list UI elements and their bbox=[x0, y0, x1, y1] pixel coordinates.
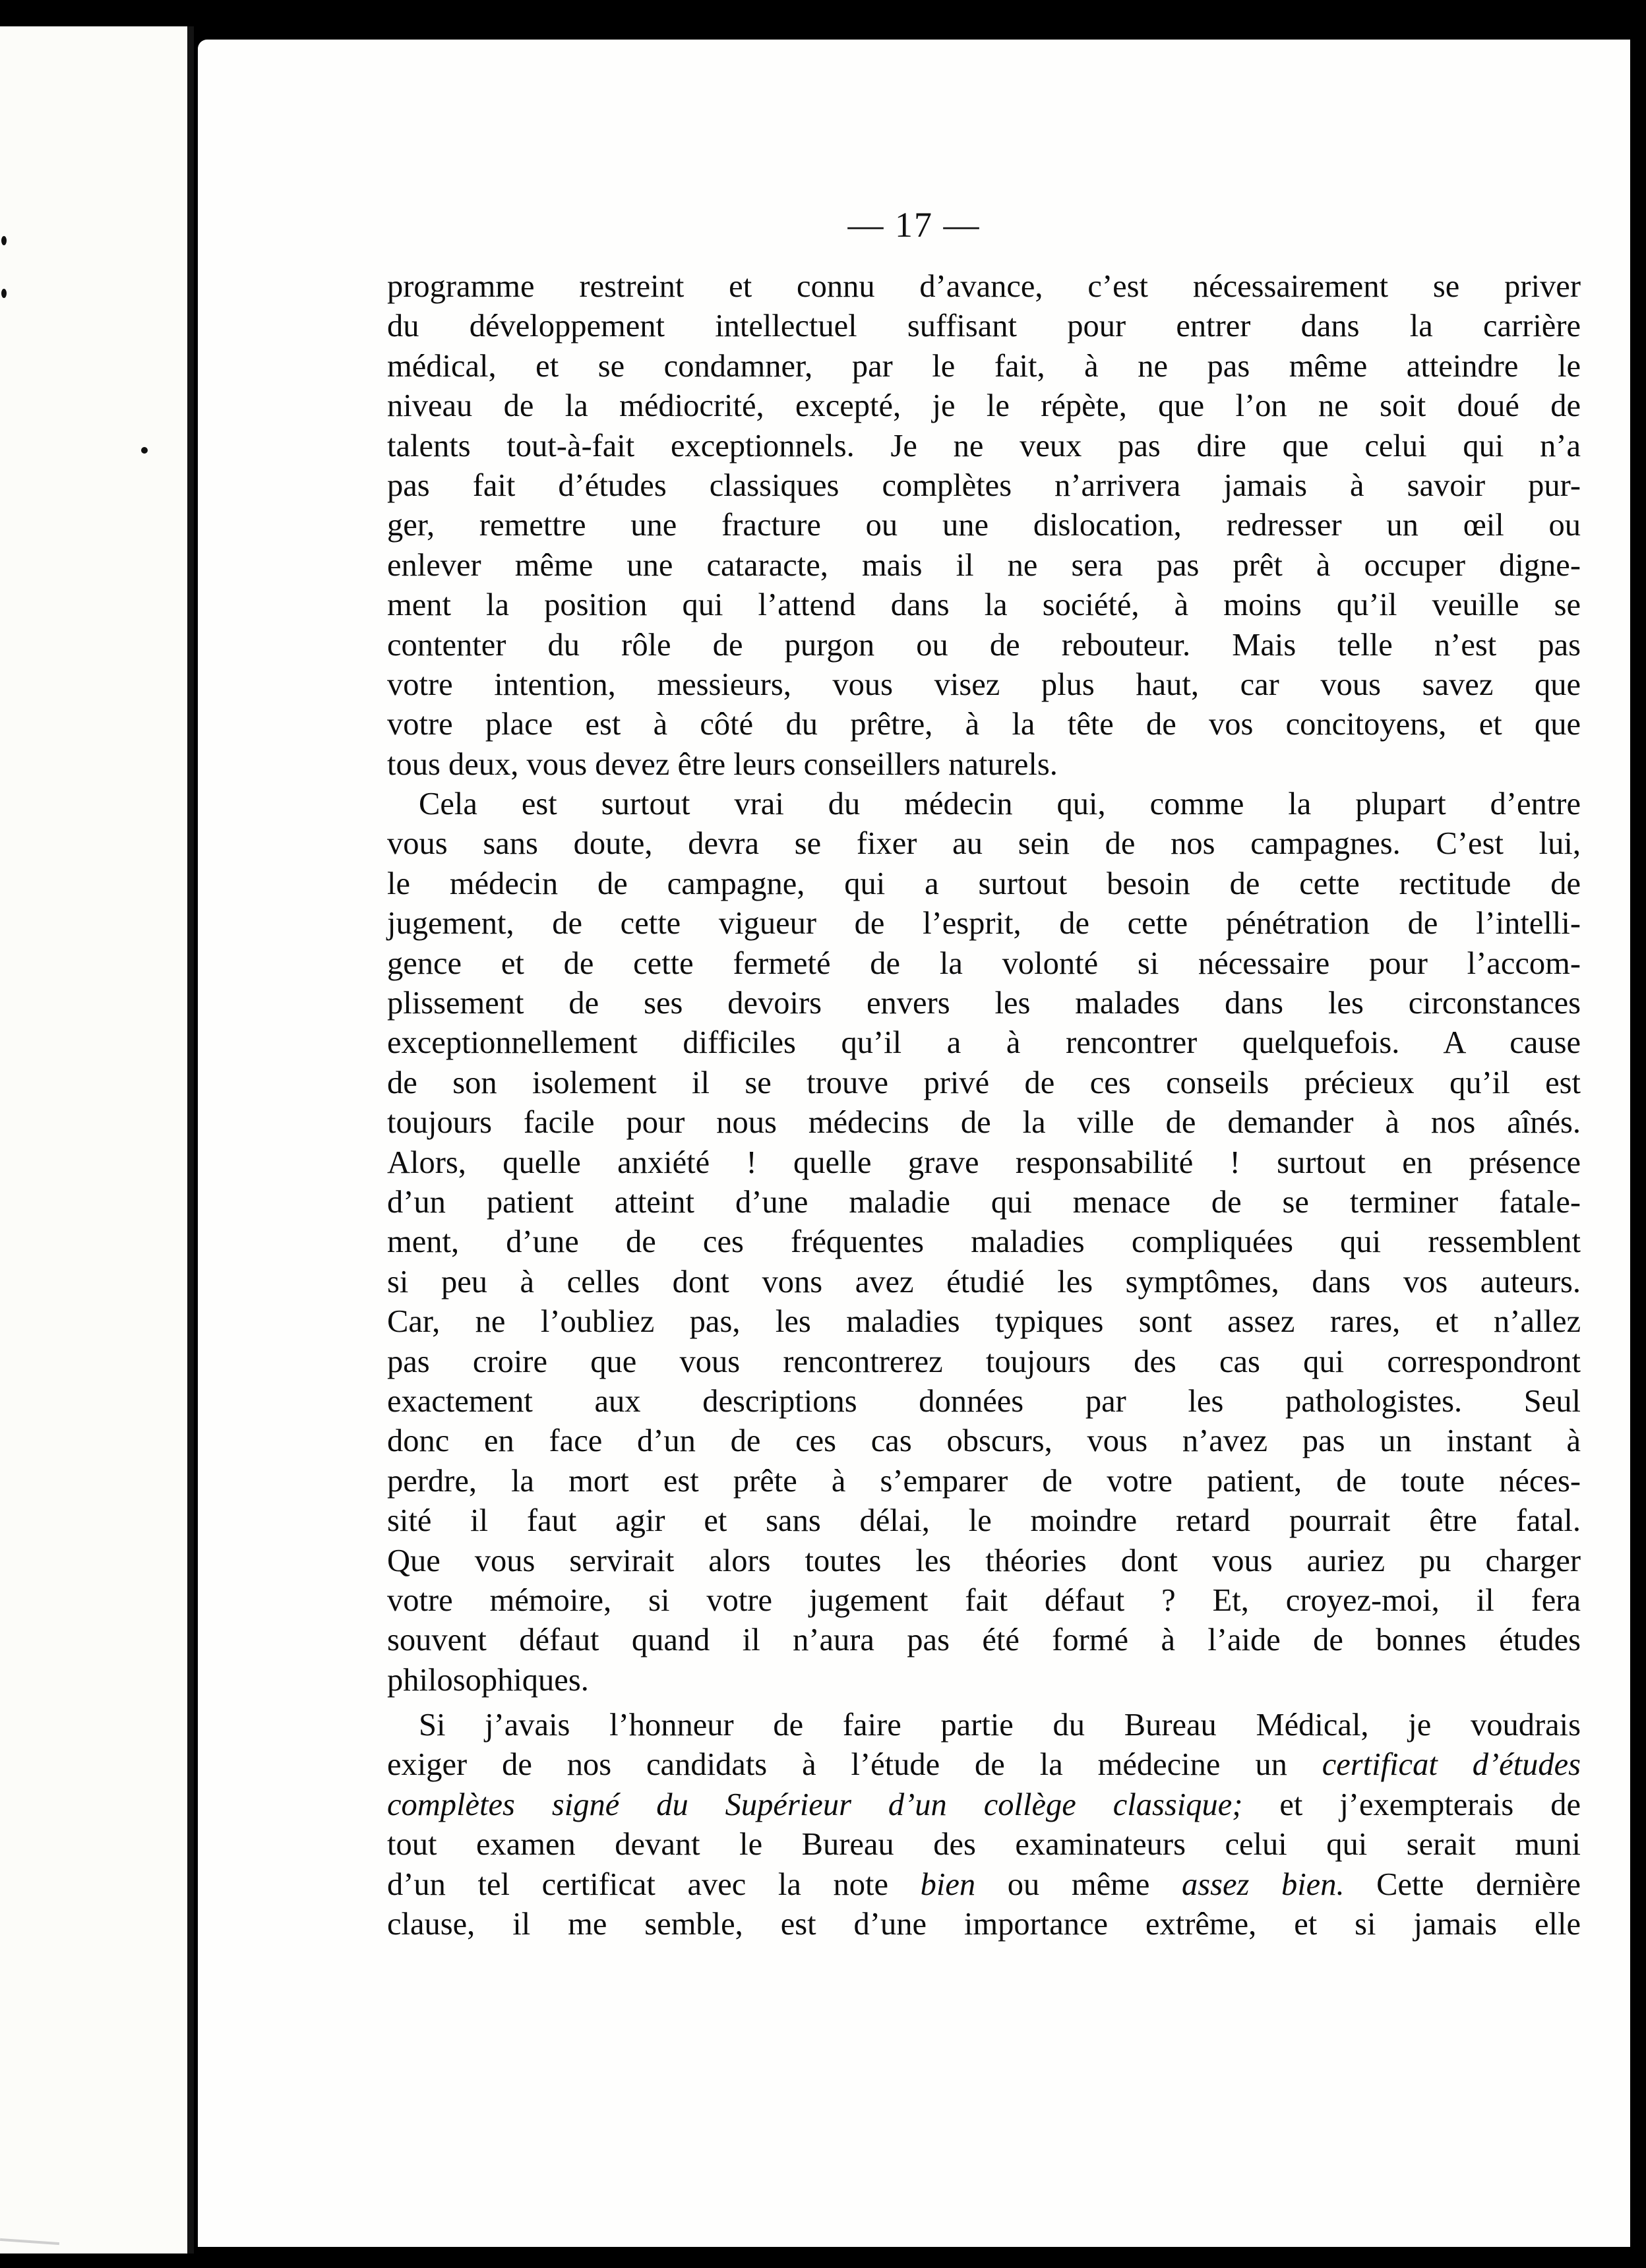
text-line: enlever même une cataracte, mais il ne sera pas prêt à occuper digne- bbox=[387, 547, 1581, 583]
text-run: ou même bbox=[975, 1866, 1182, 1902]
text-line: sité il faut agir et sans délai, le moindre retard pourrait être fatal. bbox=[387, 1503, 1581, 1539]
text-run: exiger de nos candidats à l’étude de la médecine un bbox=[387, 1747, 1322, 1783]
text-run: Cette dernière bbox=[1344, 1866, 1581, 1902]
text-line: plissement de ses devoirs envers les malades dans les circonstances bbox=[387, 986, 1581, 1021]
text-line: ment la position qui l’attend dans la société, à moins qu’il veuille se bbox=[387, 587, 1581, 623]
text-line: Que vous servirait alors toutes les théories dont vous auriez pu charger bbox=[387, 1543, 1581, 1578]
text-line: Car, ne l’oubliez pas, les maladies typiques sont assez rares, et n’allez bbox=[387, 1304, 1581, 1340]
italic-text: assez bien. bbox=[1181, 1866, 1345, 1902]
text-line: pas croire que vous rencontrerez toujours des cas qui correspondront bbox=[387, 1344, 1581, 1379]
text-line: le médecin de campagne, qui a surtout besoin de cette rectitude de bbox=[387, 866, 1581, 901]
paragraph bbox=[387, 785, 1581, 1700]
text-line: ment, d’une de ces fréquentes maladies compliquées qui ressemblent bbox=[387, 1224, 1581, 1260]
text-line: gence et de cette fermeté de la volonté si nécessaire pour l’accom- bbox=[387, 945, 1581, 981]
text-line: pas fait d’études classiques complètes n’arrivera jamais à savoir pur- bbox=[387, 467, 1581, 503]
text-line bbox=[387, 1745, 1581, 1785]
text-run: clause, il me semble, est d’une importance extrême, et si jamais elle bbox=[387, 1907, 1581, 1942]
text-line: Alors, quelle anxiété ! quelle grave responsabilité ! surtout en présence bbox=[387, 1145, 1581, 1180]
text-line: talents tout-à-fait exceptionnels. Je ne veux pas dire que celui qui n’a bbox=[387, 428, 1581, 463]
text-run: Si j’avais l’honneur de faire partie du Bureau Médical, je voudrais bbox=[419, 1708, 1581, 1743]
document-page bbox=[198, 40, 1630, 2247]
text-line bbox=[387, 1905, 1581, 1944]
text-line: médical, et se condamner, par le fait, à ne pas même atteindre le bbox=[387, 348, 1581, 384]
paragraph bbox=[387, 267, 1581, 785]
text-line: philosophiques. bbox=[387, 1662, 589, 1698]
text-line: ger, remettre une fracture ou une dislocation, redresser un œil ou bbox=[387, 508, 1581, 543]
page-number: — 17 — bbox=[847, 205, 981, 245]
text-line: souvent défaut quand il n’aura pas été formé à l’aide de bonnes études bbox=[387, 1623, 1581, 1658]
text-line: votre mémoire, si votre jugement fait défaut ? Et, croyez-moi, il fera bbox=[387, 1582, 1581, 1618]
facing-page-edge bbox=[0, 26, 194, 2253]
text-line bbox=[387, 1865, 1581, 1905]
text-line: contenter du rôle de purgon ou de rebouteur. Mais telle n’est pas bbox=[387, 627, 1581, 663]
paragraph bbox=[387, 1706, 1581, 1944]
text-line: donc en face d’un de ces cas obscurs, vous n’avez pas un instant à bbox=[387, 1423, 1581, 1459]
text-line bbox=[387, 1785, 1581, 1825]
speck bbox=[1, 236, 7, 245]
text-line bbox=[387, 1706, 1581, 1745]
italic-text: certificat d’études bbox=[1322, 1747, 1581, 1783]
speck bbox=[141, 447, 148, 454]
text-line bbox=[387, 1825, 1581, 1865]
text-run: et j’exempterais de bbox=[1242, 1787, 1581, 1822]
text-line: toujours facile pour nous médecins de la ville de demander à nos aînés. bbox=[387, 1105, 1581, 1141]
body-text bbox=[387, 267, 1581, 1944]
text-line: de son isolement il se trouve privé de ces conseils précieux qu’il est bbox=[387, 1065, 1581, 1100]
text-line: jugement, de cette vigueur de l’esprit, de cette pénétration de l’intelli- bbox=[387, 906, 1581, 941]
text-line: exceptionnellement difficiles qu’il a à rencontrer quelquefois. A cause bbox=[387, 1025, 1581, 1061]
text-line: du développement intellectuel suffisant pour entrer dans la carrière bbox=[387, 309, 1581, 344]
text-run: tout examen devant le Bureau des examinateurs celui qui serait muni bbox=[387, 1827, 1581, 1863]
speck bbox=[1, 289, 7, 298]
text-line: Cela est surtout vrai du médecin qui, comme la plupart d’entre bbox=[419, 787, 1581, 822]
text-line: vous sans doute, devra se fixer au sein de nos campagnes. C’est lui, bbox=[387, 826, 1581, 862]
text-run: d’un tel certificat avec la note bbox=[387, 1866, 921, 1902]
text-line: programme restreint et connu d’avance, c’est nécessairement se priver bbox=[387, 269, 1581, 304]
text-line: votre place est à côté du prêtre, à la tête de vos concitoyens, et que bbox=[387, 707, 1581, 742]
italic-text: bien bbox=[920, 1866, 976, 1902]
text-line: perdre, la mort est prête à s’emparer de votre patient, de toute néces- bbox=[387, 1463, 1581, 1499]
text-line: niveau de la médiocrité, excepté, je le répète, que l’on ne soit doué de bbox=[387, 388, 1581, 424]
text-line: votre intention, messieurs, vous visez plus haut, car vous savez que bbox=[387, 667, 1581, 702]
text-line: d’un patient atteint d’une maladie qui menace de se terminer fatale- bbox=[387, 1184, 1581, 1220]
italic-text: complètes signé du Supérieur d’un collège classique; bbox=[387, 1787, 1243, 1822]
text-line: si peu à celles dont vons avez étudié les symptômes, dans vos auteurs. bbox=[387, 1264, 1581, 1299]
text-line: tous deux, vous devez être leurs conseillers naturels. bbox=[387, 746, 1058, 782]
text-line: exactement aux descriptions données par les pathologistes. Seul bbox=[387, 1383, 1581, 1419]
